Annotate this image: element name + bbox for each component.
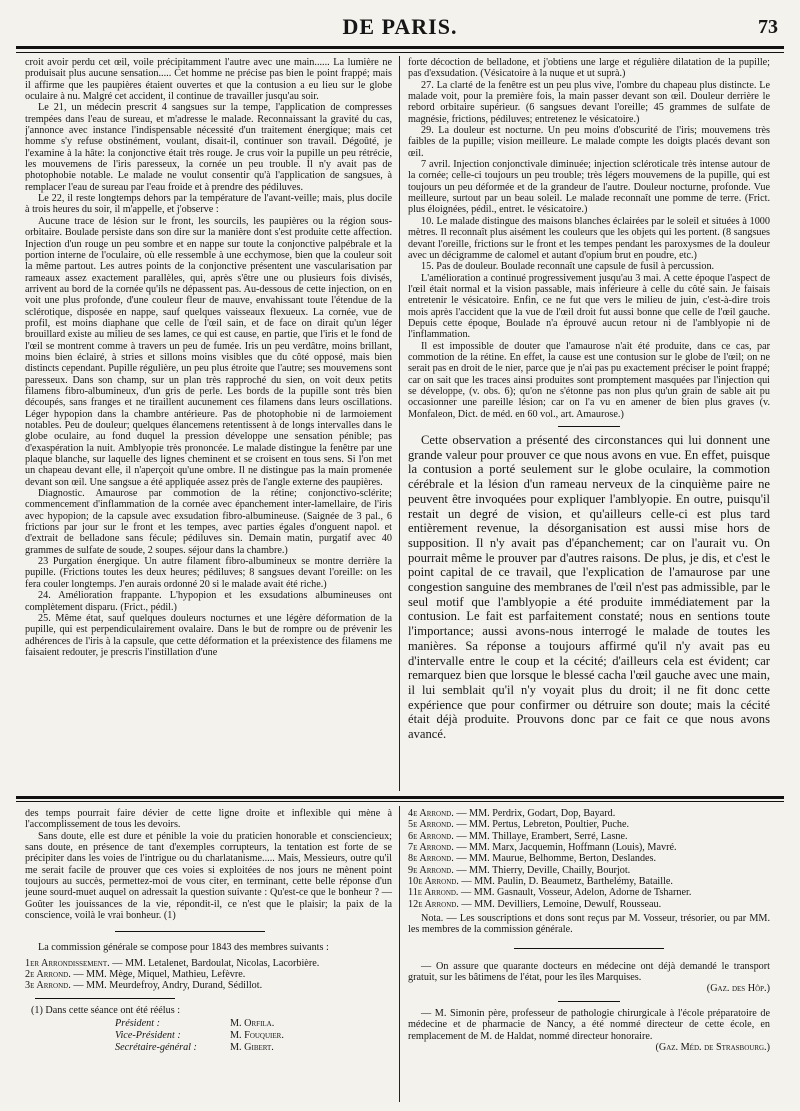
officer-name: M. Fouquier. xyxy=(230,1030,284,1042)
arrondissement-members: — MM. Maurue, Belhomme, Berton, Deslandes. xyxy=(456,853,657,865)
nota: Nota. — Les souscriptions et dons sont reçus par M. Vosseur, trésorier, ou par MM. les membres de la commission générale. xyxy=(408,913,770,936)
arrondissement-line xyxy=(408,865,770,876)
arrondissement-label: 10e Arrond. xyxy=(408,876,459,888)
paragraph: des temps pourrait faire dévier de cette ligne droite et inflexible qui mène à l'accomplissement de tous les devoirs. xyxy=(25,808,392,831)
section-rule-thick xyxy=(16,796,784,799)
arrondissement-members: — MM. Pertus, Lebreton, Poultier, Puche. xyxy=(456,819,630,831)
arrondissement-label: 1er Arrondissement. xyxy=(25,957,110,969)
paragraph: Aucune trace de lésion sur le front, les sourcils, les paupières ou la région sous-orbitaire. Boulade persiste dans son dire sur la manière dont s'est produite cette affection. Injection d'un rouge un peu sombre et en nappe sur toute la conjonctive palpébrale et la portion interne de l'oculaire, où elle ressemble à une ecchymose, bien que la couleur soit la même partout. Les autres points de la conjonctive présentent une vascularisation par rameaux assez exactement parallèles, qui, après s'être une ou plusieurs fois divisés, arrivent au bord de la cornée qu'ils ne dépassent pas. Au-dessous de cette injection, on en voit une plus profonde, d'une couleur fleur de mauve, envahissant toute l'étendue de la sclérotique, disposée en nappe, sauf quelques vaisseaux flexueux. La cornée, vue de profil, est moins diaphane que celle de l'œil sain, et de face on dirait qu'un léger brouillard existe au milieu de ses lames, ce qui est cause, en partie, que l'iris et le fond de l'œil se montrent comme à travers un peu de fumée. Iris un peu verdâtre, moins brillant, moins bien éclairé, à stries et sillons moins visibles que du côté opposé, mais bien distincts cependant. Pupille régulière, un peu plus étroite que l'autre; ses mouvemens sont paresseux. Dans son champ, sur un plan très rapproché du sien, on voit deux petits filamens fibro-albumineux, d'un gris de perle. Les bords de la pupille sont très bien découpés, sans franges et ne tiraillent aucunement ces filamens dans leurs oscillations. Léger hypopion dans la chambre antérieure. Pas de photophobie ni de larmoiement notables. Peu de douleur; quelques élancemens retentissent à de longs intervalles dans le globe oculaire, au fond duquel la pression développe une sensation pénible; pas d'exaspération la nuit. Amblyopie très prononcée. Le malade distingue la fenêtre par une plaque blanche, sur laquelle des lignes cheminent et se croisent en tous sens. Si l'on met un chapeau devant elle, il n'aperçoit qu'une ombre. Il ne distingue pas la main promenée devant son œil. Une sangsue a été appliquée assez près de l'angle externe des paupières. xyxy=(25,215,392,488)
paragraph: 25. Même état, sauf quelques douleurs nocturnes et une légère déformation de la pupille, qui est perpendiculairement ovalaire. Dans le but de rompre ou de prévenir les adhérences de l'iris à la capsule, que cette déformation et la préexistence des filamens me faisaient redouter, je prescris l'instillation d'une xyxy=(25,612,392,658)
paragraph-large: Cette observation a présenté des circonstances qui lui donnent une grande valeur pour prouver ce que nous avons en vue. En effet, puisque la contusion a porté seulement sur le globe oculaire, la commotion cérébrale et la lésion d'un rameau nerveux de la cinquième paire ne peuvent être invoquées pour expliquer l'amblyopie. En outre, puisqu'il restait un degré de vision, et qu'ailleurs celle-ci est plus tard entièrement revenue, la désorganisation est aussi mise hors de supposition. Il n'y avait pas d'épanchement; car on l'aurait vu. On pourrait même le prouver par d'autres raisons. De plus, je dis, et c'est le point capital de ce travail, que l'explication de l'amaurose par une congestion sanguine des membranes de l'œil n'est pas admissible, par le seul motif que l'amblyopie a été produite immédiatement par la contusion. Le fait est parfaitement constaté; nous en sentions toute l'importance; aussi avons-nous interrogé le malade de toutes les manières. Sa réponse a toujours affirmé qu'il n'y avait pas eu d'intervalle entre le coup et la cécité; d'ailleurs cela est évident; car remarquez bien que lorsque le blessé cacha l'œil gauche avec une main, il lui semblait qu'il n'y voyait plus du droit; il ne fit donc cette expérience que pour confirmer ou détruire son doute; mais la cécité était déjà produite. Prouvons donc par ce fait ce que nous avons avancé. xyxy=(408,433,770,742)
paragraph: Le 22, il reste longtemps dehors par la température de l'avant-veille; mais, plus docile à trois heures du soir, il m'appelle, et j'observe : xyxy=(25,193,392,216)
right-column xyxy=(408,57,770,790)
section-rule xyxy=(558,426,620,427)
arrondissement-members: — MM. Thillaye, Erambert, Serré, Lasne. xyxy=(456,830,628,842)
paragraph: 10. Le malade distingue des maisons blanches éclairées par le soleil et situées à 1000 mètres. Il reconnaît plus aisément les couleurs que les objets qui les portent. (8 sangsues devant l'oreille, frictions sur le front et les tempes pendant les paroxysmes de la douleur avec un décigramme de calomel et autant d'opium brut en poudre, etc.) xyxy=(408,215,770,261)
paragraph: croit avoir perdu cet œil, voile précipitamment l'autre avec une main...... La lumière ne produisait plus aucune sensation..... Cet homme ne précise pas bien le point frappé; mais il affirme que les paupières étaient ouvertes et que la contusion a eu lieu sur le globe oculaire à nu. Malgré cet accident, il continue de travailler jusqu'au soir. xyxy=(25,57,392,103)
header-rule xyxy=(16,46,784,49)
news-source: (Gaz. Méd. de Strasbourg.) xyxy=(655,1041,770,1053)
news-divider xyxy=(558,1001,620,1002)
paragraph: 7 avril. Injection conjonctivale diminuée; injection scléroticale très intense autour de la cornée; celle-ci toujours un peu trouble; très légers mouvemens de la pupille, qui est toujours un peu déformée et de la grandeur de l'autre. Douleur nocturne, profonde. Vue meilleure, surtout par un beau soleil. Le malade reconnaît une pomme de terre. (Frict. plus éloignées, pédil., entret. le vésicatoire.) xyxy=(408,159,770,216)
paragraph: 27. La clarté de la fenêtre est un peu plus vive, l'ombre du chapeau plus distincte. Le malade voit, pour la première fois, la main passer devant son œil. Douleur derrière le rebord orbitaire supérieur. (6 sangsues devant l'oreille; 45 grammes de sulfate de magnésie, frictions, pédiluves; entretenez le vésicatoire.) xyxy=(408,79,770,125)
page-number: 73 xyxy=(758,16,778,38)
officer-role: Secrétaire-général : xyxy=(115,1042,197,1054)
news-item: — On assure que quarante docteurs en médecine ont déjà demandé le transport gratuit, sur les bâtimens de l'état, pour les îles Marquises. xyxy=(408,960,770,984)
news-item: — M. Simonin père, professeur de pathologie chirurgicale à l'école préparatoire de médecine et de pharmacie de Nancy, a été nommé directeur de cette école, en remplacement de M. de Haldat, nommé directeur honoraire. xyxy=(408,1007,770,1042)
arrondissement-line xyxy=(25,980,392,991)
arrondissement-label: 4e Arrond. xyxy=(408,808,454,819)
arrondissement-line xyxy=(25,969,392,980)
paragraph: Il est impossible de douter que l'amaurose n'ait été produite, dans ce cas, par commotion de la rétine. En effet, la cause est une contusion sur le globe de l'œil; on ne serait pas en droit de le nier, parce que je n'ai pas pu exactement préciser le point frappé; car on sait que les traces ainsi produites sont promptement masquées par l'injection qui se développe, (v. obs. 6); qu'on ne s'étonne pas non plus qu'un grain de sable ait pu occasionner une pareille lésion; car on l'a vu en amener de bien plus graves (v. Monfaleon, Dict. de méd. en 60 vol., art. Amaurose.) xyxy=(408,340,770,420)
bottom-right-column xyxy=(408,808,770,1100)
arrondissement-line xyxy=(408,819,770,830)
officer-row xyxy=(115,1018,392,1030)
column-divider xyxy=(399,56,400,791)
paragraph: Sans doute, elle est dure et pénible la voie du praticien honorable et consciencieux; sans doute, en présence de tant d'exemples corrupteurs, la tentation est forte de se précipiter dans les voies de l'intrigue ou du charlatanisme..... Mais, Messieurs, outre qu'il me serait facile de prouver que ces voies si exploitées de nos jours ne mènent point toujours au succès, permettez-moi de vous citer, en terminant, cette belle réponse d'un jeune sourd-muet auquel on adressait la question suivante : Qu'est-ce que le bonheur ? — Goûter les jouissances de la vie, répondit-il, ce n'est que le plaisir; la paix de la conscience, voilà le vrai bonheur. (1) xyxy=(25,830,392,922)
arrondissement-label: 8e Arrond. xyxy=(408,853,454,865)
arrondissement-label: 5e Arrond. xyxy=(408,819,454,831)
arrondissement-line xyxy=(408,831,770,842)
page-header xyxy=(0,0,800,48)
officer-role: Vice-Président : xyxy=(115,1030,181,1042)
arrondissement-label: 11e Arrond. xyxy=(408,887,459,899)
commission-title: La commission générale se compose pour 1843 des membres suivants : xyxy=(38,942,329,954)
arrondissement-line xyxy=(408,887,770,898)
arrondissement-label: 12e Arrond. xyxy=(408,898,459,910)
arrondissement-members: — MM. Gasnault, Vosseur, Adelon, Adorne de Tsharner. xyxy=(461,887,692,899)
arrondissement-members: — MM. Devilliers, Lemoine, Dewulf, Rousseau. xyxy=(461,898,662,910)
paragraph: forte décoction de belladone, et j'obtiens une large et régulière dilatation de la pupille; pas d'exsudation. (Vésicatoire à la nuque et ut suprà.) xyxy=(408,57,770,80)
column-divider-bottom xyxy=(399,806,400,1102)
section-rule xyxy=(514,948,664,949)
arrondissement-label: 6e Arrond. xyxy=(408,830,454,842)
officer-name: M. Orfila. xyxy=(230,1018,275,1030)
arrondissement-members: — MM. Meurdefroy, Andry, Durand, Sédillot. xyxy=(73,980,263,992)
footnote: (1) Dans cette séance ont été réélus : xyxy=(31,1004,181,1016)
paragraph: 23 Purgation énergique. Un autre filament fibro-albumineux se montre derrière la pupille. (Frictions toutes les deux heures; pédiluves; 8 sangsues devant l'oreille: on les fera couler longtemps. J'en aurais ordonné 20 si le malade avait été riche.) xyxy=(25,556,392,590)
officer-role: Président : xyxy=(115,1018,160,1030)
paragraph: Le 21, un médecin prescrit 4 sangsues sur la tempe, l'application de compresses trempées dans l'eau de sureau, et m'adresse le malade. Reconnaissant la gravité du cas, j'annonce avec instance l'indispensable nécessité d'un traitement énergique; mais cet homme s'y refuse obstinément, voulant, disait-il, continuer son travail. Dégoûté, je l'examine à la hâte: la conjonctive était très rouge. Je crus voir la pupille un peu rétrécie, les mouvemens de l'iris paresseux, la cornée un peu trouble. Il n'y avait pas de photophobie notable. Le malade ne voulut consentir qu'à l'application de sangsues, à remplacer l'eau de sureau par l'eau froide et à prendre des pédiluves. xyxy=(25,102,392,193)
arrondissement-members: — MM. Perdrix, Godart, Dop, Bayard. xyxy=(456,808,616,819)
paragraph: 15. Pas de douleur. Boulade reconnaît une capsule de fusil à percussion. xyxy=(421,261,715,273)
paragraph: Diagnostic. Amaurose par commotion de la rétine; conjonctivo-sclérite; commencement d'inflammation de la cornée avec épanchement inter-lamellaire, de l'iris avec hypopion; de la capsule avec exsudation fibro-albumineuse. (Saignée de 3 pal., 6 frictions par jour sur le front et les tempes, avec parties égales d'onguent napol. et d'extrait de belladone sans fécule; pédiluves sin. Demain matin, purgatif avec 40 grammes de sulfate de soude, 2 soupes. séjour dans la chambre.) xyxy=(25,488,392,556)
arrondissement-line xyxy=(25,958,392,969)
arrondissement-line xyxy=(408,853,770,864)
arrondissement-label: 2e Arrond. xyxy=(25,969,71,981)
arrondissement-line xyxy=(408,899,770,910)
paragraph: 29. La douleur est nocturne. Un peu moins d'obscurité de l'iris; mouvemens très faibles de la pupille; vision meilleure. Le malade compte les doigts placés devant son œil. xyxy=(408,125,770,159)
arrondissement-members: — MM. Paulin, D. Beaumetz, Barthelémy, Bataille. xyxy=(461,876,673,888)
section-rule xyxy=(115,931,265,932)
officer-row xyxy=(115,1030,392,1042)
bottom-left-column xyxy=(25,808,392,1100)
header-rule-thin xyxy=(16,52,784,53)
arrondissement-line xyxy=(408,808,770,819)
officers-list xyxy=(115,1018,392,1054)
arrondissement-line xyxy=(408,876,770,887)
officer-name: M. Gibert. xyxy=(230,1042,274,1054)
arrondissement-label: 9e Arrond. xyxy=(408,864,454,876)
arrondissement-line xyxy=(408,842,770,853)
arrondissement-label: 7e Arrond. xyxy=(408,842,454,854)
section-rule-thin xyxy=(16,801,784,802)
page-title: DE PARIS. xyxy=(342,14,458,39)
arrondissement-members: — MM. Letalenet, Bardoulat, Nicolas, Lacorbière. xyxy=(112,957,320,969)
arrondissement-members: — MM. Thierry, Deville, Chailly, Bourjot. xyxy=(456,864,631,876)
news-source: (Gaz. des Hôp.) xyxy=(706,983,770,995)
arrondissement-label: 3e Arrond. xyxy=(25,980,71,992)
paragraph: 24. Amélioration frappante. L'hypopion et les exsudations albumineuses ont complètement disparu. (Frict., pédil.) xyxy=(25,590,392,613)
arrondissement-members: — MM. Mège, Miquel, Mathieu, Lefèvre. xyxy=(73,969,246,981)
footnote-rule xyxy=(35,998,175,999)
left-column xyxy=(25,57,392,790)
paragraph: L'amélioration a continué progressivement jusqu'au 3 mai. A cette époque l'aspect de l'œil était normal et la vision passable, mais inférieure à celle du côté sain. Je faisais entretenir le vésicatoire. Enfin, ce ne fut que vers le milieu de juin, c'est-à-dire trois mois après l'accident que la vue de l'œil droit fut aussi bonne que celle de l'œil gauche. Depuis cette époque, Boulade n'a éprouvé aucun retour ni de l'amblyopie ni de l'inflammation. xyxy=(408,272,770,341)
arrondissement-members: — MM. Marx, Jacquemin, Hoffmann (Louis), Mavré. xyxy=(456,842,677,854)
officer-row xyxy=(115,1042,392,1054)
